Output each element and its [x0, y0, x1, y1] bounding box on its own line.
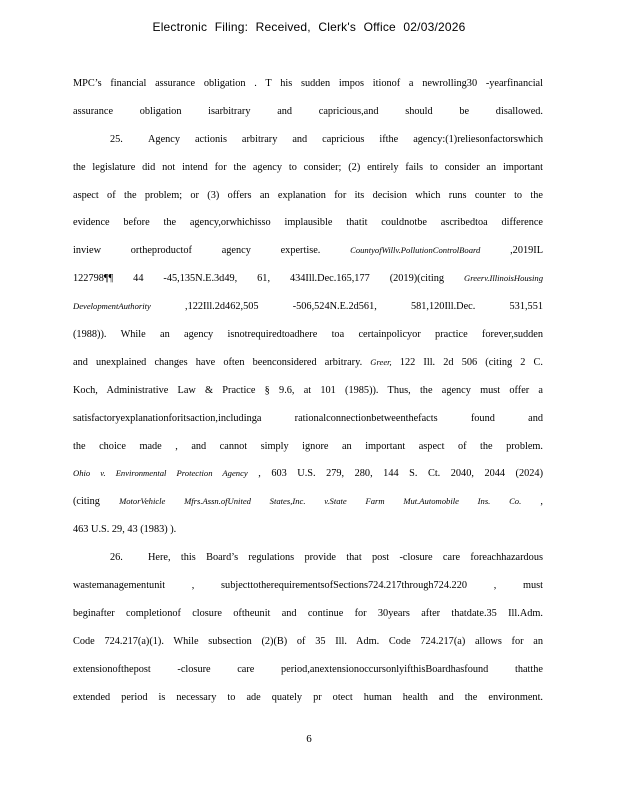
case-citation: Greerv.IllinoisHousing — [463, 273, 543, 284]
case-citation: DevelopmentAuthority — [73, 301, 151, 312]
paragraph-26-start: 26. Here, this Board’s regulations provide that post -closure care foreachhazardous — [73, 544, 543, 572]
text-line: assurance obligation isarbitrary and capricious,and should be disallowed. — [73, 105, 543, 117]
text-line: beginafter completionof closure oftheunit and continue for 30years after thatdate.35 Ill.Adm. — [73, 607, 543, 619]
text-line: Code 724.217(a)(1). While subsection (2)(B) of 35 Ill. Adm. Code 724.217(a) allows for an — [73, 635, 543, 647]
document-body — [73, 70, 543, 711]
case-citation: CountyofWillv.PollutionControlBoard — [350, 245, 481, 256]
text-line: aspect of the problem; or (3) offers an explanation for its decision which runs counter to the — [73, 189, 543, 201]
paragraph-number: 25. — [110, 133, 123, 145]
text-line: DevelopmentAuthority ,122Ill.2d462,505 -506,524N.E.2d561, 581,120Ill.Dec. 531,551 — [73, 301, 543, 313]
text-line: MPC’s financial assurance obligation . T his sudden impos itionof a newrolling30 -yearfinancial — [73, 78, 543, 89]
paragraph-25-start: 25. Agency actionis arbitrary and capricious ifthe agency:(1)reliesonfactorswhich — [73, 126, 543, 154]
paragraph-number: 26. — [110, 552, 123, 564]
text-line: the legislature did not intend for the agency to consider; (2) entirely fails to consider an important — [73, 161, 543, 173]
filing-header: Electronic Filing: Received, Clerk's Office 02/03/2026 — [152, 20, 466, 34]
text-line: evidence before the agency,orwhichisso implausible thatit couldnotbe ascribedtoa difference — [73, 217, 543, 229]
text-line: wastemanagementunit , subjecttotherequirementsofSections724.217through724.220 , must — [73, 580, 543, 592]
text-line: extensionofthepost -closure care period,anextensionoccursonlyifthisBoardhasfound thatthe — [73, 663, 543, 675]
page-number: 6 — [306, 733, 312, 745]
case-citation: Ohio v. Environmental Protection Agency — [73, 468, 248, 479]
text-line: satisfactoryexplanationforitsaction,includinga rationalconnectionbetweenthefacts found and — [73, 412, 543, 424]
text-line: Koch, Administrative Law & Practice § 9.6, at 101 (1985)). Thus, the agency must offer a — [73, 384, 543, 396]
text-line: 122798¶¶ 44 -45,135N.E.3d49, 61, 434Ill.Dec.165,177 (2019)(citing Greerv.IllinoisHousing — [73, 273, 543, 285]
text-line: (citing MotorVehicle Mfrs.Assn.ofUnited States,Inc. v.State Farm Mut.Automobile Ins. Co. , — [73, 496, 543, 508]
text-line: inview ortheproductof agency expertise. CountyofWillv.PollutionControlBoard ,2019IL — [73, 245, 543, 257]
text-line: and unexplained changes have often beenconsidered arbitrary. Greer, 122 Ill. 2d 506 (citing 2 C. — [73, 356, 543, 368]
text-line: the choice made , and cannot simply ignore an important aspect of the problem. — [73, 440, 543, 452]
text-line: extended period is necessary to ade quately pr otect human health and the environment. — [73, 691, 543, 703]
case-citation: MotorVehicle Mfrs.Assn.ofUnited States,Inc. v.State Farm Mut.Automobile Ins. Co. — [119, 496, 522, 507]
case-citation: Greer, — [370, 356, 392, 367]
text-line: 463 U.S. 29, 43 (1983) ). — [73, 524, 177, 536]
text-line: (1988)). While an agency isnotrequiredtoadhere toa certainpolicyor practice forever,sudden — [73, 329, 543, 341]
text-line: Ohio v. Environmental Protection Agency , 603 U.S. 279, 280, 144 S. Ct. 2040, 2044 (2024) — [73, 468, 543, 480]
